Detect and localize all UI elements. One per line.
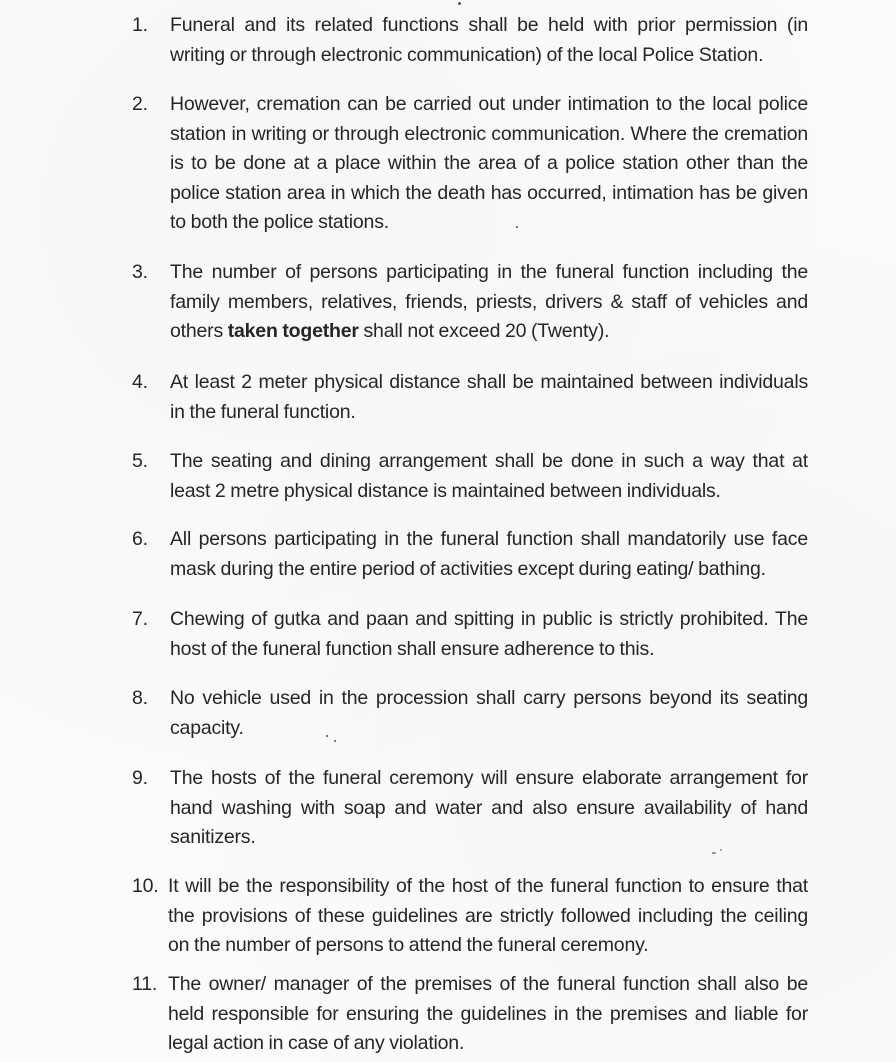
guideline-item-10 bbox=[132, 872, 808, 961]
guideline-number: 11. bbox=[132, 973, 158, 995]
guideline-text: Funeral and its related functions shall be held with prior permission (in writing or through electronic communication) of the local Police Station. bbox=[170, 14, 808, 66]
guideline-number: 7. bbox=[132, 608, 148, 630]
guideline-number: 3. bbox=[132, 261, 148, 283]
guideline-text: All persons participating in the funeral function shall mandatorily use face mask during the entire period of activities except during eating/ bathing. bbox=[170, 528, 808, 580]
guideline-text: No vehicle used in the procession shall carry persons beyond its seating capacity. bbox=[170, 687, 808, 739]
guideline-number: 10. bbox=[132, 875, 159, 897]
guideline-text: However, cremation can be carried out under intimation to the local police station in writing or through electronic communication. Where the cremation is to be done at a place within the area of a police station other than the police station area in which the death has occurred, intimation has be given to both the police stations. bbox=[170, 93, 808, 233]
guideline-item-1 bbox=[132, 11, 808, 70]
guideline-number: 1. bbox=[132, 14, 148, 36]
guideline-number: 4. bbox=[132, 371, 148, 393]
guideline-item-3 bbox=[132, 258, 808, 347]
guideline-emphasis: taken together bbox=[227, 320, 359, 342]
guideline-text-start: The number of persons participating in the funeral function including the family members, relatives, friends, priests, drivers & staff of vehicles and others bbox=[170, 261, 808, 342]
guideline-text-end: shall not exceed 20 (Twenty). bbox=[358, 320, 610, 342]
guideline-text bbox=[170, 258, 808, 347]
guideline-text: Chewing of gutka and paan and spitting in public is strictly prohibited. The host of the funeral function shall ensure adherence to this. bbox=[170, 608, 808, 660]
guideline-text: The seating and dining arrangement shall be done in such a way that at least 2 metre physical distance is maintained between individuals. bbox=[170, 450, 808, 502]
scan-speck bbox=[458, 2, 461, 5]
guideline-item-6 bbox=[132, 525, 808, 584]
guideline-text: It will be the responsibility of the host of the funeral function to ensure that the provisions of these guidelines are strictly followed including the ceiling on the number of persons to attend the funeral ceremony. bbox=[168, 875, 808, 956]
guideline-item-8 bbox=[132, 684, 808, 743]
guideline-item-7 bbox=[132, 605, 808, 664]
guideline-number: 9. bbox=[132, 767, 148, 789]
guideline-item-5 bbox=[132, 447, 808, 506]
guideline-number: 2. bbox=[132, 93, 148, 115]
guideline-text: At least 2 meter physical distance shall be maintained between individuals in the funeral function. bbox=[170, 371, 808, 423]
guideline-number: 6. bbox=[132, 528, 148, 550]
guideline-item-4 bbox=[132, 368, 808, 427]
guideline-number: 5. bbox=[132, 450, 148, 472]
guideline-item-9 bbox=[132, 764, 808, 853]
guideline-text: The owner/ manager of the premises of the funeral function shall also be held responsible for ensuring the guidelines in the premises and liable for legal action in case of any violation. bbox=[168, 973, 808, 1054]
guideline-number: 8. bbox=[132, 687, 148, 709]
guideline-item-11 bbox=[132, 970, 808, 1059]
guideline-text: The hosts of the funeral ceremony will ensure elaborate arrangement for hand washing with soap and water and also ensure availability of hand sanitizers. bbox=[170, 767, 808, 848]
guideline-item-2 bbox=[132, 90, 808, 238]
